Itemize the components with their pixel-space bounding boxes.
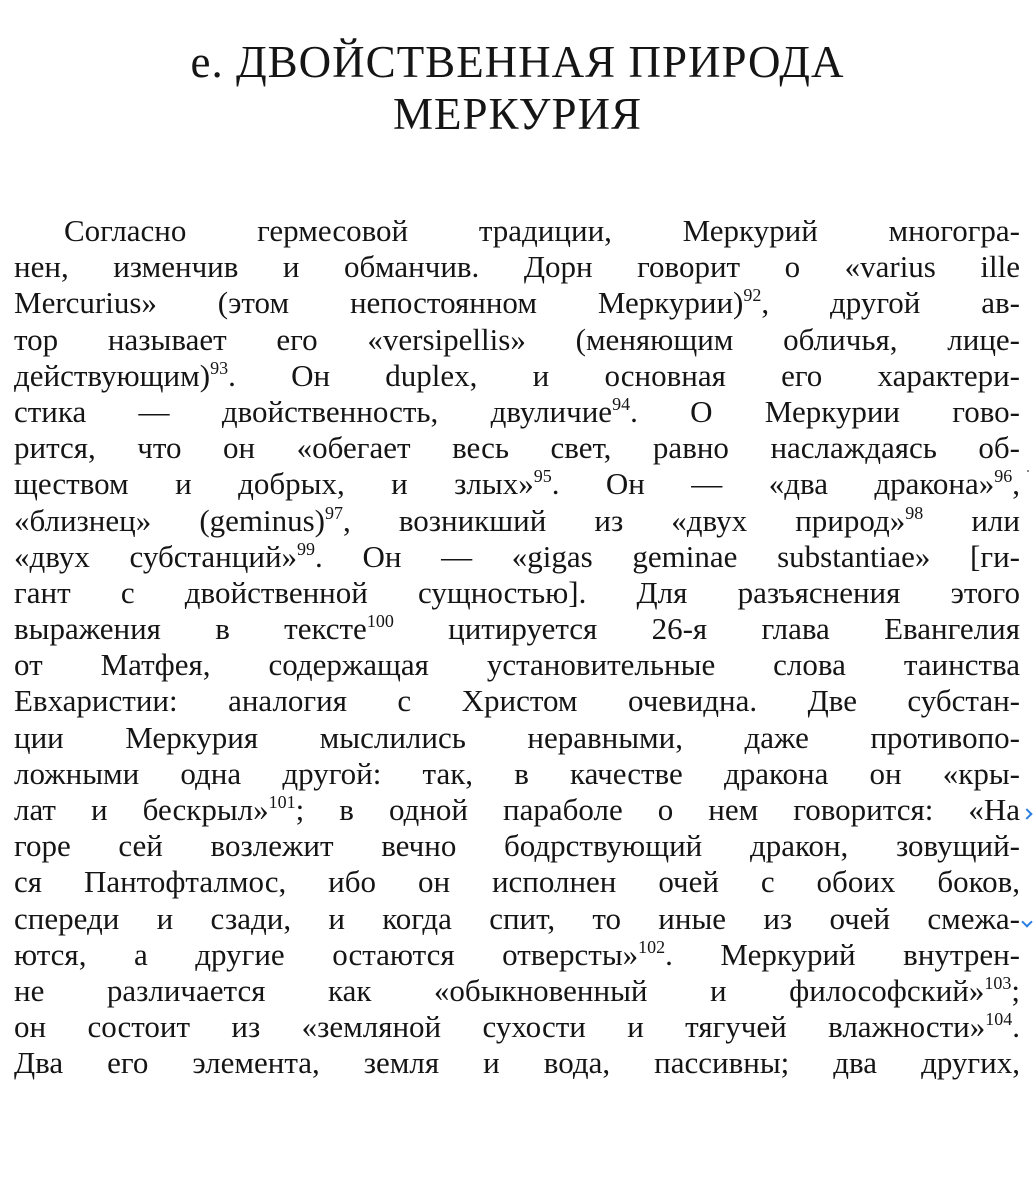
text-run: ществом и добрых, и злых» [14,466,534,502]
text-line [14,430,1020,466]
footnote-ref: 100 [366,611,394,632]
text-line [14,901,1020,937]
text-line [14,792,1020,828]
footnote-ref: 96 [994,466,1013,487]
footnote-ref: 94 [612,393,631,414]
footnote-ref: 98 [905,502,924,523]
text-run: . [1012,1009,1020,1045]
text-line [14,285,1020,321]
footnote-ref: 97 [325,502,344,523]
text-run: горе сей возлежит вечно бодрствующий дракон, зовущий- [14,828,1020,864]
text-run: . Меркурий внутрен- [665,936,1021,972]
heading-line-2: МЕРКУРИЯ [392,89,643,139]
text-run: Mercurius» (этом непостоянном Меркурии) [14,285,744,321]
text-line [14,1045,1020,1081]
footnote-ref: 101 [268,792,296,812]
text-run: . Он duplex, и основная его характери- [228,357,1020,393]
text-run: ции Меркурия мыслились неравными, даже противопо- [14,719,1020,755]
text-line [14,539,1020,575]
text-run: . Он — «gigas geminae substantiae» [ги- [315,538,1020,574]
text-run: он состоит из «земляной сухости и тягучей влажности» [14,1009,986,1045]
text-run: ся Пантофталмос, ибо он исполнен очей с обоих боков, [14,864,1020,900]
text-line [14,249,1020,285]
text-line [14,973,1020,1009]
text-line [14,1009,1020,1045]
text-run: не различается как «обыкновенный и философский» [14,972,985,1008]
footnote-ref: 102 [638,936,666,957]
text-run: ются, а другие остаются отверсты» [14,936,639,972]
heading-line-1: е. ДВОЙСТВЕННАЯ ПРИРОДА [190,37,845,87]
text-run: или [923,502,1020,538]
text-run: действующим) [14,357,211,393]
text-run: . Он — «два дракона» [551,466,995,502]
text-line [14,937,1020,973]
text-run: нен, изменчив и обманчив. Дорн говорит о «varius ille [14,249,1020,285]
text-run: , возникший из «двух природ» [343,502,906,538]
text-line [14,864,1020,900]
text-run: стика — двойственность, двуличие [14,393,613,429]
text-run: ; [1011,972,1020,1008]
footnote-ref: 93 [210,357,229,378]
selection-handle-top-icon[interactable] [1021,808,1032,819]
text-run: ; в одной параболе о нем говорится: «На [295,792,1020,827]
selection-handle-bottom-icon[interactable] [1021,916,1032,927]
text-run: ложными одна другой: так, в качестве дракона он «кры- [14,755,1020,791]
text-run: «близнец» (geminus) [14,502,326,538]
text-run: «двух субстанций» [14,538,298,574]
text-line [14,213,1020,249]
text-line [14,756,1020,792]
text-line [14,828,1020,864]
footnote-ref: 99 [297,538,316,559]
text-line [14,466,1020,502]
text-run: Два его элемента, земля и вода, пассивны; два других, [14,1045,1020,1081]
text-line [14,611,1020,647]
text-run: выражения в тексте [14,611,367,647]
body-paragraph [14,213,1020,1082]
footnote-ref: 92 [743,285,762,306]
footnote-ref: 103 [984,972,1012,993]
text-line [14,720,1020,756]
text-run: гант с двойственной сущностью]. Для разъяснения этого [14,574,1020,610]
text-run: спереди и сзади, и когда спит, то иные из очей смежа- [14,900,1020,936]
text-line [14,575,1020,611]
text-line [14,394,1020,430]
text-run: цитируется 26-я глава Евангелия [393,611,1020,647]
text-run: Евхаристии: аналогия с Христом очевидна. Две субстан- [14,683,1020,719]
text-run: . О Меркурии гово- [630,393,1020,429]
section-heading [0,36,1035,140]
text-run: тор называет его «versipellis» (меняющим обличья, лице- [14,321,1020,357]
text-run: от Матфея, содержащая установительные слова таинства [14,647,1020,683]
text-line [14,358,1020,394]
footnote-ref: 95 [533,466,552,487]
text-line [14,647,1020,683]
text-run: рится, что он «обегает весь свет, равно наслаждаясь об- [14,430,1020,466]
scan-speck [1027,470,1029,472]
text-line [14,683,1020,719]
text-run: , [1012,466,1020,502]
text-run: , другой ав- [761,285,1020,321]
text-line [14,322,1020,358]
text-line [14,503,1020,539]
text-run: Согласно гермесовой традиции, Меркурий многогра- [64,213,1020,248]
footnote-ref: 104 [985,1009,1013,1030]
text-run: лат и бескрыл» [14,792,269,827]
